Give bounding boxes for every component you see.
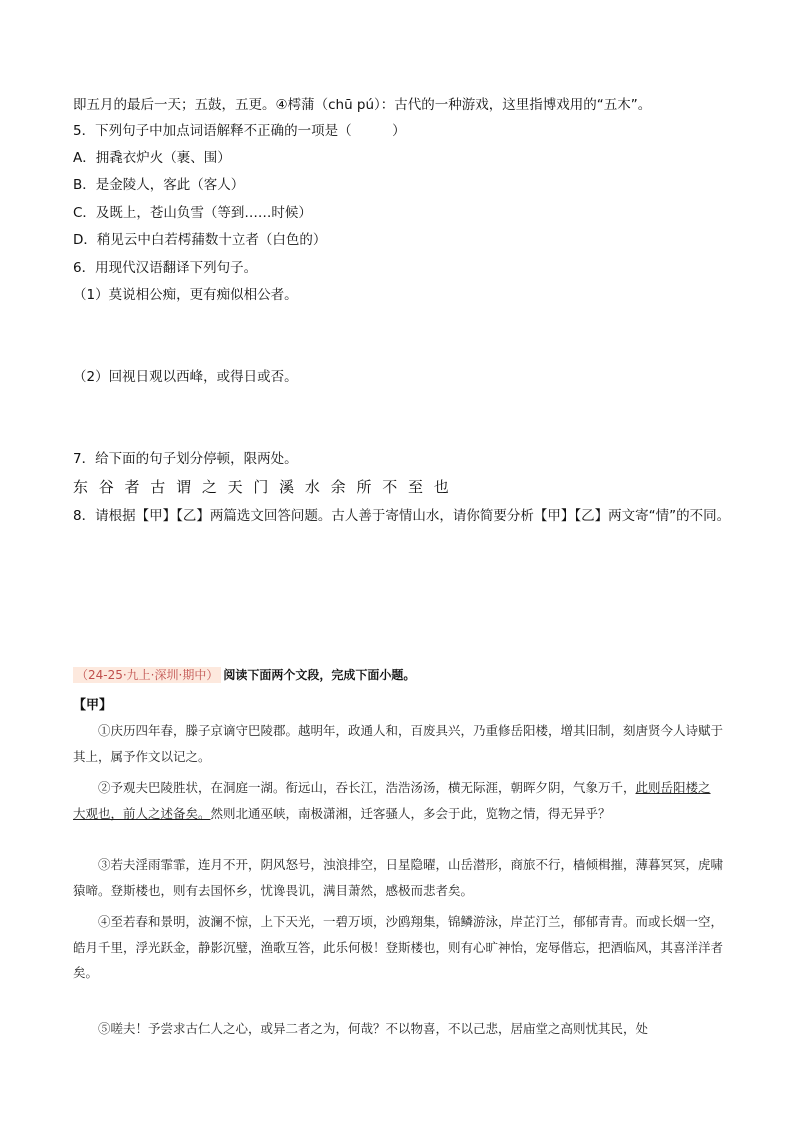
question-8-stem: 8．请根据【甲】【乙】两篇选文回答问题。古人善于寄情山水，请你简要分析【甲】【乙】两文寄“情”的不同。 [73,508,731,524]
paragraph-2-text-b: 然则北通巫峡，南极潇湘，迁客骚人，多会于此，览物之情，得无异乎？ [210,805,611,821]
footnote-tail: 即五月的最后一天；五鼓，五更。④樗蒲（chū pú）：古代的一种游戏，这里指博戏用的“五木”。 [73,97,652,113]
passage-paragraph-1: ①庆历四年春，滕子京谪守巴陵郡。越明年，政通人和，百废具兴，乃重修岳阳楼，增其旧制，刻唐贤今人诗赋于其上，属予作文以记之。 [73,723,724,764]
passage-paragraph-3: ③若夫淫雨霏霏，连月不开，阴风怒号，浊浪排空，日星隐曜，山岳潜形，商旅不行，樯倾楫摧，薄暮冥冥，虎啸猿啼。登斯楼也，则有去国怀乡，忧谗畏讥，满目萧然，感极而悲者矣。 [73,857,724,898]
question-5-option-b: B．是金陵人，客此（客人） [73,177,245,193]
passage-jia-label: 【甲】 [73,698,113,713]
source-tag: （24-25·九上·深圳·期中） [73,667,221,683]
paragraph-2-underlined: 此则岳阳楼之大观也，前人之述备矣。 [73,780,711,821]
passage-paragraph-5: ⑤嗟夫！予尝求古仁人之心，或异二者之为，何哉？不以物喜，不以己悲，居庙堂之高则忧其民，处 [98,1021,649,1036]
paragraph-2-text-a: ②予观夫巴陵胜状，在洞庭一湖。衔远山，吞长江，浩浩汤汤，横无际涯，朝晖夕阴，气象万千， [98,780,636,795]
passage-paragraph-2 [73,775,723,826]
question-5-option-d: D．稍见云中白若樗蒱数十立者（白色的） [73,232,327,248]
question-7-sentence: 东 谷 者 古 谓 之 天 门 溪 水 余 所 不 至 也 [73,478,452,496]
question-5-option-a: A．拥毳衣炉火（裹、围） [73,150,231,166]
question-6-sub-2: （2）回视日观以西峰，或得日或否。 [73,369,298,385]
question-5-stem: 5．下列句子中加点词语解释不正确的一项是（ ） [73,123,406,139]
passage-paragraph-4: ④至若春和景明，波澜不惊，上下天光，一碧万顷，沙鸥翔集，锦鳞游泳，岸芷汀兰，郁郁青青。而或长烟一空，皓月千里，浮光跃金，静影沉璧，渔歌互答，此乐何极！登斯楼也，则有心旷神怡，宠辱偕忘，把酒临风，其喜洋洋者矣。 [73,914,724,980]
question-7-stem: 7．给下面的句子划分停顿，限两处。 [73,451,298,467]
question-5-option-c: C．及既上，苍山负雪（等到……时候） [73,205,312,221]
section-header [73,665,415,685]
section-instruction: 阅读下面两个文段，完成下面小题。 [223,668,416,682]
question-6-stem: 6．用现代汉语翻译下列句子。 [73,260,258,276]
question-6-sub-1: （1）莫说相公痴，更有痴似相公者。 [73,287,298,303]
